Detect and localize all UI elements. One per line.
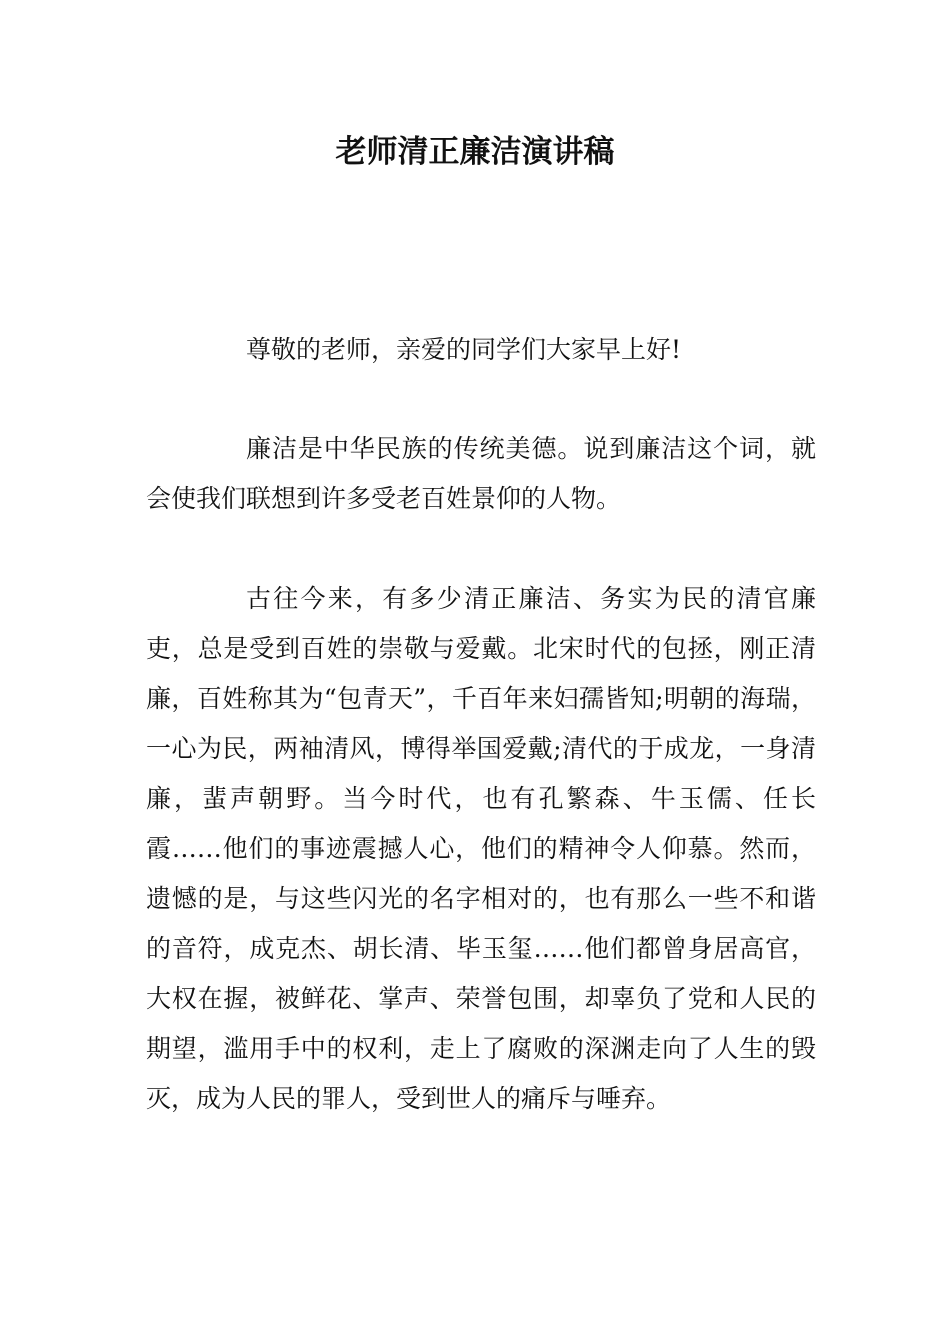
- greeting-paragraph: 尊敬的老师，亲爱的同学们大家早上好!: [246, 335, 682, 364]
- main-paragraph: 古往今来，有多少清正廉洁、务实为民的清官廉吏，总是受到百姓的崇敬与爱戴。北宋时代的包拯，刚正清廉，百姓称其为“包青天”，千百年来妇孺皆知;明朝的海瑞，一心为民，两袖清风，博得举国爱戴;清代的于成龙，一身清廉，蜚声朝野。当今时代，也有孔繁森、牛玉儒、任长霞……他们的事迹震撼人心，他们的精神令人仰慕。然而，遗憾的是，与这些闪光的名字相对的，也有那么一些不和谐的音符，成克杰、胡长清、毕玉玺……他们都曾身居高官，大权在握，被鲜花、掌声、荣誉包围，却辜负了党和人民的期望，滥用手中的权利，走上了腐败的深渊走向了人生的毁灭，成为人民的罪人，受到世人的痛斥与唾弃。: [146, 584, 816, 1113]
- document-title: 老师清正廉洁演讲稿: [335, 134, 615, 170]
- intro-paragraph: 廉洁是中华民族的传统美德。说到廉洁这个词，就会使我们联想到许多受老百姓景仰的人物。: [146, 434, 816, 513]
